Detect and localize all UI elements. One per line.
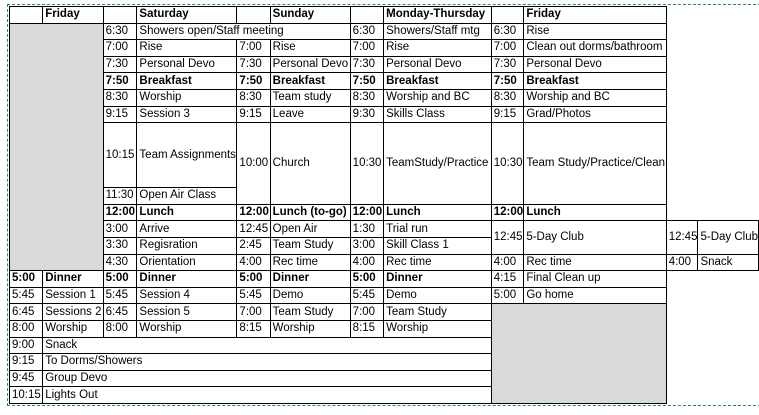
table-row bbox=[10, 40, 759, 57]
fri2-activity: Lunch bbox=[524, 204, 666, 221]
sun-time: 5:00 bbox=[237, 271, 270, 288]
mt-time: 7:00 bbox=[350, 40, 383, 57]
sun-activity: Church bbox=[270, 123, 350, 205]
header-monday-thursday: Monday-Thursday bbox=[384, 7, 492, 24]
fri1-time: 9:00 bbox=[10, 337, 43, 354]
fri2-time: 7:30 bbox=[491, 56, 524, 73]
mt-time: 7:00 bbox=[350, 304, 383, 321]
sun-time: 9:15 bbox=[237, 106, 270, 123]
sun-time: 7:50 bbox=[237, 73, 270, 90]
sun-activity: Rec time bbox=[384, 254, 492, 271]
table-row bbox=[10, 56, 759, 73]
sat-activity: Lunch bbox=[137, 204, 237, 221]
sat-time: 10:15 bbox=[103, 123, 137, 188]
mt-time: 5:45 bbox=[350, 287, 383, 304]
sat-time: 6:30 bbox=[103, 23, 137, 40]
fri2-time: 6:30 bbox=[491, 23, 524, 40]
fri1-activity: Worship bbox=[43, 320, 103, 337]
sat-activity: Breakfast bbox=[137, 73, 237, 90]
fri2-activity: Breakfast bbox=[524, 73, 666, 90]
mt-activity: Dinner bbox=[384, 271, 492, 288]
fri2-time: 4:00 bbox=[666, 254, 698, 271]
fri2-activity: Snack bbox=[698, 254, 759, 271]
mt-activity: Worship bbox=[384, 320, 492, 337]
mt-time: 4:00 bbox=[491, 254, 524, 271]
header-friday-first: Friday bbox=[43, 7, 103, 24]
sun-activity: Personal Devo bbox=[270, 56, 350, 73]
sat-time: 12:00 bbox=[103, 204, 137, 221]
sun-time: 12:00 bbox=[237, 204, 270, 221]
fri1-activity: Group Devo bbox=[43, 370, 492, 387]
sun-activity: Breakfast bbox=[270, 73, 350, 90]
sun-time: 4:00 bbox=[350, 254, 383, 271]
table-row bbox=[10, 254, 759, 271]
sat-time: 7:50 bbox=[103, 73, 137, 90]
table-row bbox=[10, 221, 759, 238]
sun-time: 7:00 bbox=[237, 304, 270, 321]
sat-activity: Rise bbox=[137, 40, 237, 57]
fri2-time: 7:50 bbox=[491, 73, 524, 90]
sun-time: 10:00 bbox=[237, 123, 270, 205]
table-row bbox=[10, 73, 759, 90]
mt-time: 7:30 bbox=[350, 56, 383, 73]
fri2-activity: Rise bbox=[524, 23, 666, 40]
header-row bbox=[10, 7, 759, 24]
mt-activity: Rise bbox=[384, 40, 492, 57]
mt-activity: 5-Day Club bbox=[524, 221, 666, 254]
mt-time: 8:15 bbox=[350, 320, 383, 337]
fri1-activity: Regisration bbox=[137, 237, 237, 254]
fri2-time: 5:00 bbox=[491, 287, 524, 304]
mt-activity: Showers/Staff mtg bbox=[384, 23, 492, 40]
sun-activity: Rise bbox=[270, 40, 350, 57]
header-sunday: Sunday bbox=[270, 7, 350, 24]
mt-time: 9:30 bbox=[350, 106, 383, 123]
sat-activity: Open Air Class bbox=[137, 188, 237, 205]
fri1-time: 3:00 bbox=[103, 221, 137, 238]
fri1-time: 10:15 bbox=[10, 387, 43, 404]
fri1-activity: Orientation bbox=[137, 254, 237, 271]
mt-activity: Rec time bbox=[524, 254, 666, 271]
mt-activity: Personal Devo bbox=[384, 56, 492, 73]
schedule-table bbox=[9, 6, 759, 404]
header-friday-last: Friday bbox=[524, 7, 666, 24]
sat-time: 7:30 bbox=[103, 56, 137, 73]
sat-activity: Worship bbox=[137, 89, 237, 106]
mt-activity: Demo bbox=[384, 287, 492, 304]
fri1-time: 8:00 bbox=[10, 320, 43, 337]
sat-time: 11:30 bbox=[103, 188, 137, 205]
header-blank bbox=[350, 7, 383, 24]
fri2-activity: Personal Devo bbox=[524, 56, 666, 73]
fri1-activity: Arrive bbox=[137, 221, 237, 238]
fri1-time: 5:00 bbox=[10, 271, 43, 288]
header-blank bbox=[491, 7, 524, 24]
table-row bbox=[10, 304, 759, 321]
mt-activity: Skills Class bbox=[384, 106, 492, 123]
sun-activity: Dinner bbox=[270, 271, 350, 288]
fri1-time: 3:30 bbox=[103, 237, 137, 254]
fri2-activity: Team Study/Practice/Clean bbox=[524, 123, 666, 205]
sat-activity: Open Air bbox=[270, 221, 350, 238]
sat-activity: Rec time bbox=[270, 254, 350, 271]
sat-time: 12:45 bbox=[237, 221, 270, 238]
empty-gray-cell bbox=[491, 304, 666, 404]
sun-activity: Leave bbox=[270, 106, 350, 123]
sun-time: 7:30 bbox=[237, 56, 270, 73]
header-blank bbox=[103, 7, 137, 24]
fri1-activity: Session 1 bbox=[43, 287, 103, 304]
fri2-activity: Final Clean up bbox=[524, 271, 666, 288]
sun-time: 3:00 bbox=[350, 237, 383, 254]
sat-activity: Worship bbox=[137, 320, 237, 337]
mt-time: 7:50 bbox=[350, 73, 383, 90]
sun-time: 5:45 bbox=[237, 287, 270, 304]
sat-time: 7:00 bbox=[103, 40, 137, 57]
sat-activity: Team Study bbox=[270, 237, 350, 254]
fri1-activity: Lights Out bbox=[43, 387, 492, 404]
fri2-time: 12:45 bbox=[666, 221, 698, 254]
fri2-time: 10:30 bbox=[491, 123, 524, 205]
mt-time: 8:30 bbox=[350, 89, 383, 106]
mt-activity: Breakfast bbox=[384, 73, 492, 90]
sat-time: 2:45 bbox=[237, 237, 270, 254]
sun-activity: Worship bbox=[270, 320, 350, 337]
header-blank bbox=[237, 7, 270, 24]
table-row bbox=[10, 89, 759, 106]
fri1-time: 9:15 bbox=[10, 354, 43, 371]
fri1-time: 4:30 bbox=[103, 254, 137, 271]
fri2-time: 12:00 bbox=[491, 204, 524, 221]
mt-time: 6:30 bbox=[350, 23, 383, 40]
empty-gray-cell bbox=[10, 23, 104, 271]
sun-time: 1:30 bbox=[350, 221, 383, 238]
sun-activity: Skill Class 1 bbox=[384, 237, 492, 254]
fri2-time: 8:30 bbox=[491, 89, 524, 106]
sat-time: 8:30 bbox=[103, 89, 137, 106]
header-saturday: Saturday bbox=[137, 7, 237, 24]
sat-time: 5:45 bbox=[103, 287, 137, 304]
mt-time: 12:00 bbox=[350, 204, 383, 221]
sun-activity: Trial run bbox=[384, 221, 492, 238]
fri1-activity: To Dorms/Showers bbox=[43, 354, 492, 371]
sat-activity: Showers open/Staff meeting bbox=[137, 23, 350, 40]
sun-activity: Lunch (to-go) bbox=[270, 204, 350, 221]
sun-time: 7:00 bbox=[237, 40, 270, 57]
mt-activity: Team Study bbox=[384, 304, 492, 321]
mt-time: 12:45 bbox=[491, 221, 524, 254]
fri2-activity: Clean out dorms/bathroom bbox=[524, 40, 666, 57]
table-row bbox=[10, 123, 759, 188]
mt-activity: TeamStudy/Practice bbox=[384, 123, 492, 205]
fri1-time: 9:45 bbox=[10, 370, 43, 387]
mt-time: 10:30 bbox=[350, 123, 383, 205]
table-row bbox=[10, 271, 759, 288]
sat-time: 9:15 bbox=[103, 106, 137, 123]
sat-time: 6:45 bbox=[103, 304, 137, 321]
fri1-activity: Snack bbox=[43, 337, 492, 354]
table-row bbox=[10, 204, 759, 221]
sat-activity: Session 5 bbox=[137, 304, 237, 321]
table-row bbox=[10, 106, 759, 123]
sun-time: 8:30 bbox=[237, 89, 270, 106]
sat-activity: Session 4 bbox=[137, 287, 237, 304]
sat-time: 4:00 bbox=[237, 254, 270, 271]
fri2-time: 9:15 bbox=[491, 106, 524, 123]
sun-time: 8:15 bbox=[237, 320, 270, 337]
sat-time: 8:00 bbox=[103, 320, 137, 337]
sat-activity: Dinner bbox=[137, 271, 237, 288]
fri2-activity: Go home bbox=[524, 287, 666, 304]
fri1-activity: Dinner bbox=[43, 271, 103, 288]
table-row bbox=[10, 287, 759, 304]
sat-activity: Personal Devo bbox=[137, 56, 237, 73]
mt-activity: Lunch bbox=[384, 204, 492, 221]
sat-activity: Session 3 bbox=[137, 106, 237, 123]
fri2-activity: 5-Day Club bbox=[698, 221, 759, 254]
fri2-activity: Grad/Photos bbox=[524, 106, 666, 123]
mt-activity: Worship and BC bbox=[384, 89, 492, 106]
mt-time: 5:00 bbox=[350, 271, 383, 288]
fri2-activity: Worship and BC bbox=[524, 89, 666, 106]
sat-activity: Team Assignments bbox=[137, 123, 237, 188]
fri1-time: 5:45 bbox=[10, 287, 43, 304]
sun-activity: Team Study bbox=[270, 304, 350, 321]
fri1-activity: Sessions 2 bbox=[43, 304, 103, 321]
header-blank bbox=[10, 7, 43, 24]
fri2-time: 7:00 bbox=[491, 40, 524, 57]
fri2-time: 4:15 bbox=[491, 271, 524, 288]
sun-activity: Demo bbox=[270, 287, 350, 304]
table-row bbox=[10, 23, 759, 40]
sun-activity: Team study bbox=[270, 89, 350, 106]
sat-time: 5:00 bbox=[103, 271, 137, 288]
fri1-time: 6:45 bbox=[10, 304, 43, 321]
